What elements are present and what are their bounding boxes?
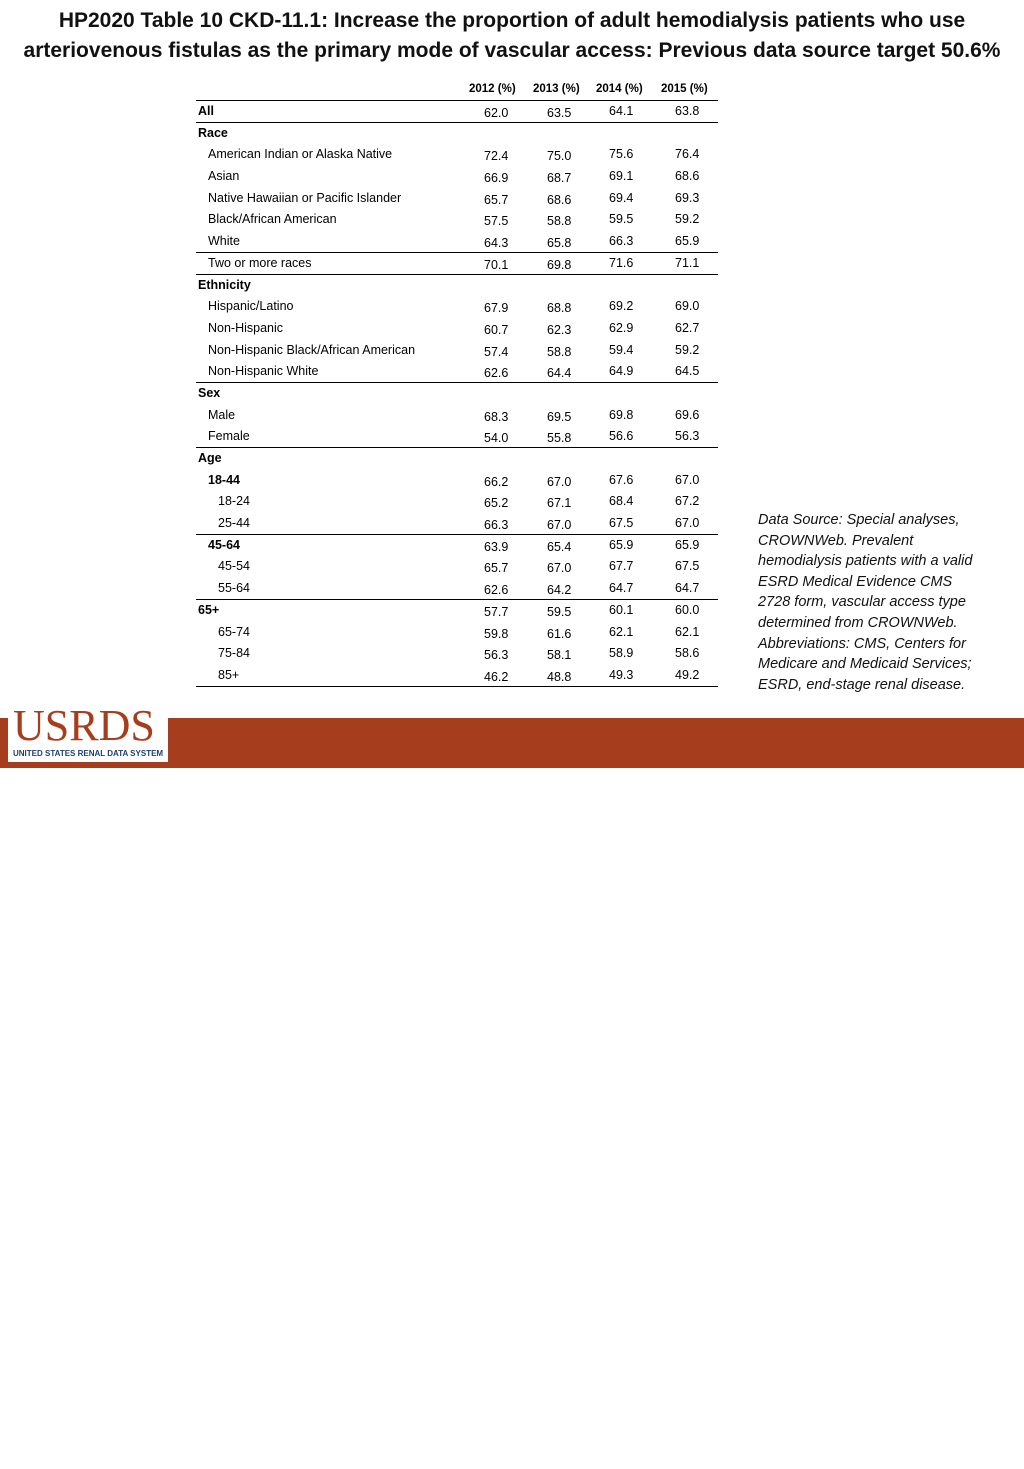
- data-source-note: Data Source: Special analyses, CROWNWeb. Prevalent hemodialysis patients with a valid ESRD Medical Evidence CMS 2728 form, vascular access type determined from CROWNWeb. Abbreviations: CMS, Centers for Medicare and Medicaid Services; ESRD, end-stage renal disease.: [758, 512, 973, 693]
- table-cell: 71.6: [609, 255, 634, 270]
- column-header: 2013 (%): [533, 83, 580, 95]
- table-cell: 58.6: [675, 646, 700, 661]
- table-cell: 67.9: [484, 301, 509, 316]
- row-label: Female: [208, 429, 250, 444]
- row-label: White: [208, 234, 240, 249]
- table-row: [196, 296, 718, 318]
- logo-subtitle: UNITED STATES RENAL DATA SYSTEM: [13, 749, 164, 758]
- table-cell: 56.6: [609, 429, 634, 444]
- table-cell: 69.5: [547, 409, 572, 424]
- table-cell: 58.9: [609, 646, 634, 661]
- table-row: [196, 144, 718, 166]
- table-row: [196, 253, 718, 275]
- table-row: [196, 426, 718, 448]
- row-label: Age: [198, 451, 222, 465]
- title-line-2: arteriovenous fistulas as the primary mode of vascular access: Previous data source target 50.6%: [23, 39, 1001, 62]
- table-row: [196, 275, 718, 297]
- table-row: [196, 622, 718, 644]
- table-cell: 59.5: [609, 212, 634, 227]
- table-cell: 65.9: [675, 234, 700, 249]
- table-row: [196, 166, 718, 188]
- table-cell: 70.1: [484, 257, 509, 272]
- table-cell: 64.4: [547, 366, 572, 381]
- table-row: [196, 340, 718, 362]
- table-cell: 67.0: [675, 472, 700, 487]
- table-cell: 64.7: [609, 581, 634, 596]
- table-cell: 68.7: [547, 171, 572, 186]
- table-cell: 65.4: [547, 539, 572, 554]
- table-cell: 64.9: [609, 364, 634, 379]
- table-cell: 62.1: [609, 624, 634, 639]
- table-cell: 65.9: [675, 537, 700, 552]
- table-cell: 75.6: [609, 147, 634, 162]
- row-label: Male: [208, 407, 236, 422]
- table-cell: 60.1: [609, 602, 634, 617]
- logo-wordmark: USRDS: [13, 701, 155, 750]
- table-cell: 56.3: [484, 648, 509, 663]
- table-cell: 68.4: [609, 494, 634, 509]
- table-cell: 69.4: [609, 190, 634, 205]
- table-cell: 65.2: [484, 496, 509, 511]
- table-cell: 68.6: [547, 192, 572, 207]
- table-header-row: [196, 82, 718, 101]
- table-cell: 68.8: [547, 301, 572, 316]
- table-row: [196, 405, 718, 427]
- table-cell: 69.8: [547, 257, 572, 272]
- column-header: 2015 (%): [661, 83, 708, 95]
- table-row: [196, 600, 718, 622]
- table-cell: 69.1: [609, 169, 634, 184]
- row-label: 25-44: [218, 516, 250, 531]
- table-row: [196, 318, 718, 340]
- row-label: All: [198, 104, 214, 118]
- table-cell: 67.5: [675, 559, 700, 574]
- table-cell: 62.7: [675, 320, 700, 335]
- row-label: American Indian or Alaska Native: [208, 147, 393, 162]
- row-label: 18-24: [218, 494, 250, 509]
- row-label: 18-44: [208, 472, 240, 487]
- table-cell: 69.2: [609, 299, 634, 314]
- table-cell: 72.4: [484, 149, 509, 164]
- table-cell: 55.8: [547, 431, 572, 446]
- table-row: [196, 383, 718, 405]
- table-row: [196, 643, 718, 665]
- row-label: Asian: [208, 169, 240, 184]
- row-label: Two or more races: [208, 255, 312, 270]
- table-cell: 56.3: [675, 429, 700, 444]
- table-row: [196, 665, 718, 687]
- table-cell: 61.6: [547, 626, 572, 641]
- table-row: [196, 231, 718, 253]
- page-number: 13: [937, 1452, 954, 1469]
- table-cell: 49.3: [609, 667, 634, 682]
- row-label: Black/African American: [208, 212, 337, 227]
- table-cell: 58.1: [547, 648, 572, 663]
- table-cell: 59.2: [675, 342, 700, 357]
- row-label: 75-84: [218, 646, 250, 661]
- table-cell: 54.0: [484, 431, 509, 446]
- table-cell: 66.3: [609, 234, 634, 249]
- table-cell: 76.4: [675, 147, 700, 162]
- table-row: [196, 361, 718, 383]
- table-cell: 64.7: [675, 581, 700, 596]
- table-cell: 68.3: [484, 409, 509, 424]
- data-table: [196, 82, 718, 687]
- row-label: 55-64: [218, 581, 250, 596]
- table-cell: 58.8: [547, 214, 572, 229]
- row-label: Sex: [198, 385, 221, 400]
- table-cell: 67.7: [609, 559, 634, 574]
- row-label: Non-Hispanic Black/African American: [208, 342, 416, 357]
- table-cell: 59.4: [609, 342, 634, 357]
- table-row: [196, 578, 718, 600]
- row-label: 65-74: [218, 624, 250, 639]
- table-body: [196, 101, 718, 687]
- table-cell: 63.8: [675, 104, 700, 118]
- table-cell: 66.2: [484, 474, 509, 489]
- table-cell: 64.5: [675, 364, 700, 379]
- table-cell: 64.3: [484, 236, 509, 251]
- table-cell: 46.2: [484, 669, 509, 684]
- table-cell: 59.8: [484, 626, 509, 641]
- row-label: Native Hawaiian or Pacific Islander: [208, 190, 402, 205]
- row-label: 45-54: [218, 559, 250, 574]
- table-cell: 62.6: [484, 583, 509, 598]
- table-cell: 49.2: [675, 667, 700, 682]
- table-row: [196, 448, 718, 470]
- table-cell: 64.1: [609, 104, 634, 118]
- table-row: [196, 101, 718, 123]
- table-cell: 58.8: [547, 344, 572, 359]
- table-cell: 67.6: [609, 472, 634, 487]
- table-cell: 57.7: [484, 604, 509, 619]
- table-row: [196, 556, 718, 578]
- table-row: [196, 209, 718, 231]
- table-cell: 69.3: [675, 190, 700, 205]
- column-header: 2014 (%): [596, 83, 643, 95]
- table-cell: 67.1: [547, 496, 572, 511]
- page-title: [0, 6, 1024, 66]
- usrds-logo: [8, 702, 168, 762]
- table-cell: 65.7: [484, 561, 509, 576]
- table-cell: 63.9: [484, 539, 509, 554]
- table-cell: 65.7: [484, 192, 509, 207]
- row-label: Ethnicity: [198, 277, 251, 292]
- table-cell: 69.6: [675, 407, 700, 422]
- table-cell: 62.0: [484, 106, 509, 120]
- table-cell: 57.4: [484, 344, 509, 359]
- title-line-1: HP2020 Table 10 CKD-11.1: Increase the proportion of adult hemodialysis patients who use: [58, 9, 966, 32]
- row-label: Non-Hispanic: [208, 320, 284, 335]
- table-cell: 69.8: [609, 407, 634, 422]
- table-cell: 62.3: [547, 322, 572, 337]
- row-label: 65+: [198, 602, 220, 617]
- table-row: [196, 123, 718, 145]
- table-cell: 63.5: [547, 106, 572, 120]
- table-cell: 69.0: [675, 299, 700, 314]
- table-cell: 75.0: [547, 149, 572, 164]
- table-cell: 67.0: [547, 518, 572, 533]
- table-cell: 60.7: [484, 322, 509, 337]
- table-cell: 66.9: [484, 171, 509, 186]
- table-cell: 62.1: [675, 624, 700, 639]
- table-row: [196, 513, 718, 535]
- table-cell: 71.1: [675, 255, 700, 270]
- table-row: [196, 491, 718, 513]
- table-cell: 59.2: [675, 212, 700, 227]
- table-cell: 60.0: [675, 602, 700, 617]
- row-label: Non-Hispanic White: [208, 364, 319, 379]
- table-cell: 67.0: [675, 516, 700, 531]
- table-cell: 67.0: [547, 561, 572, 576]
- table-cell: 68.6: [675, 169, 700, 184]
- table-cell: 67.0: [547, 474, 572, 489]
- column-header: 2012 (%): [469, 83, 516, 95]
- row-label: 45-64: [208, 537, 240, 552]
- table-cell: 66.3: [484, 518, 509, 533]
- table-cell: 62.9: [609, 320, 634, 335]
- table-cell: 65.9: [609, 537, 634, 552]
- table-cell: 59.5: [547, 604, 572, 619]
- table-row: [196, 188, 718, 210]
- table-cell: 62.6: [484, 366, 509, 381]
- row-label: Race: [198, 125, 228, 140]
- row-label: Hispanic/Latino: [208, 299, 294, 314]
- table-cell: 57.5: [484, 214, 509, 229]
- table-cell: 64.2: [547, 583, 572, 598]
- table-cell: 67.2: [675, 494, 700, 509]
- table-cell: 65.8: [547, 236, 572, 251]
- table-cell: 48.8: [547, 669, 572, 684]
- table-row: [196, 470, 718, 492]
- table-row: [196, 535, 718, 557]
- table-cell: 67.5: [609, 516, 634, 531]
- row-label: 85+: [218, 667, 240, 682]
